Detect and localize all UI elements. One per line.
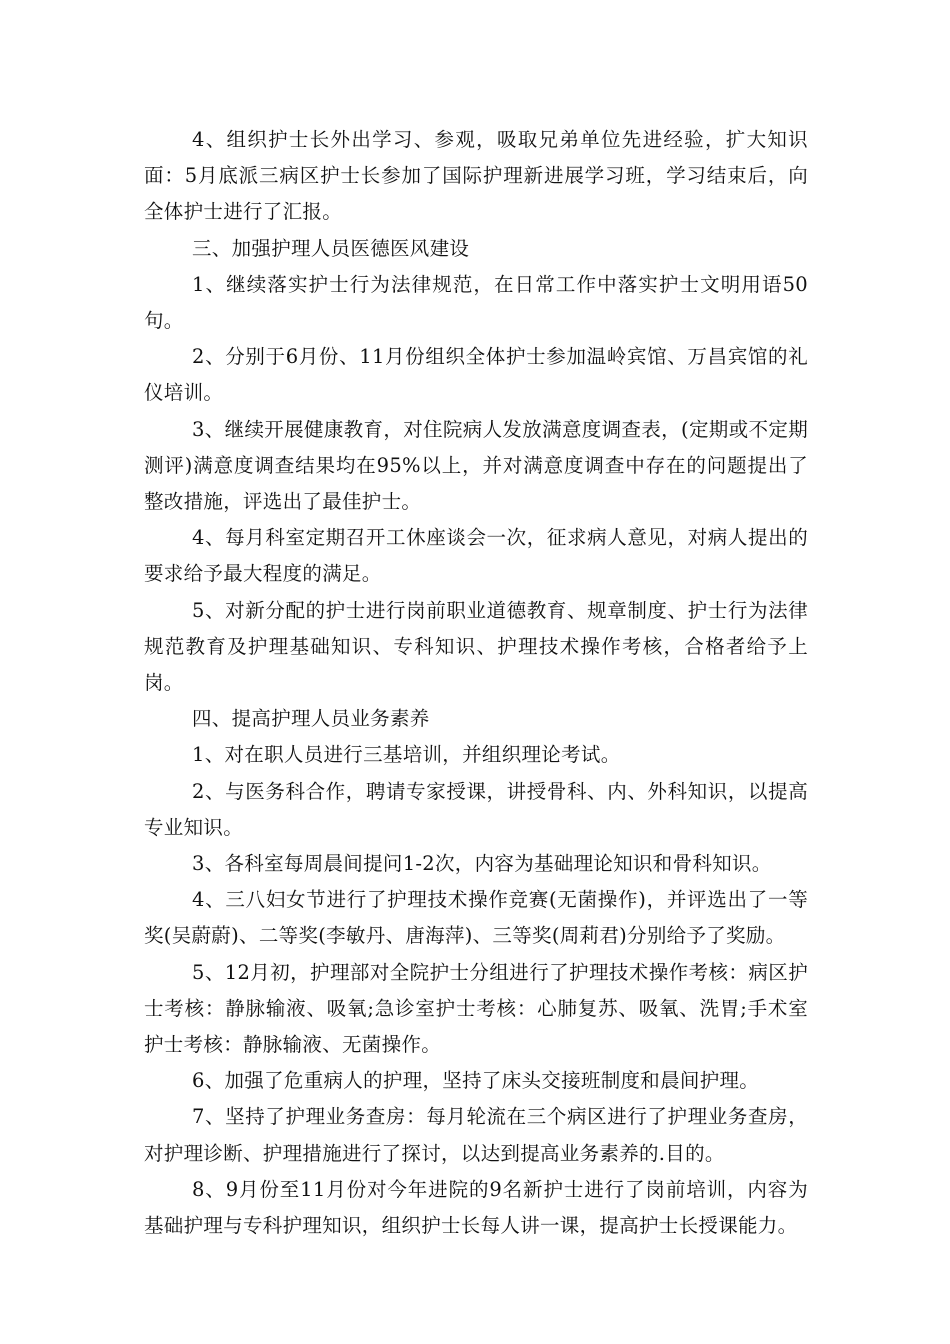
paragraph-item-5-new-nurses: 5、对新分配的护士进行岗前职业道德教育、规章制度、护士行为法律规范教育及护理基础知识、专科知识、护理技术操作考核，合格者给予上岗。 <box>144 598 808 695</box>
paragraph-item-1-training: 1、对在职人员进行三基培训，并组织理论考试。 <box>192 743 621 767</box>
paragraph-item-4-competition: 4、三八妇女节进行了护理技术操作竞赛(无菌操作)，并评选出了一等奖(吴蔚蔚)、二等奖(李敏丹、唐海萍)、三等奖(周莉君)分别给予了奖励。 <box>144 888 808 948</box>
paragraph-item-4-study: 4、组织护士长外出学习、参观，吸取兄弟单位先进经验，扩大知识面：5月底派三病区护士长参加了国际护理新进展学习班，学习结束后，向全体护士进行了汇报。 <box>144 128 808 224</box>
document-body <box>144 122 808 1244</box>
paragraph-item-7-rounds: 7、坚持了护理业务查房：每月轮流在三个病区进行了护理业务查房，对护理诊断、护理措施进行了探讨，以达到提高业务素养的.目的。 <box>144 1105 808 1165</box>
paragraph-item-8-orientation: 8、9月份至11月份对今年进院的9名新护士进行了岗前培训，内容为基础护理与专科护理知识，组织护士长每人讲一课，提高护士长授课能力。 <box>144 1177 808 1238</box>
paragraph-item-1-conduct: 1、继续落实护士行为法律规范，在日常工作中落实护士文明用语50句。 <box>144 272 808 333</box>
paragraph-item-4-forum: 4、每月科室定期召开工休座谈会一次，征求病人意见，对病人提出的要求给予最大程度的满足。 <box>144 526 808 586</box>
paragraph-item-3-education: 3、继续开展健康教育，对住院病人发放满意度调查表，(定期或不定期测评)满意度调查结果均在95%以上，并对满意度调查中存在的问题提出了整改措施，评选出了最佳护士。 <box>144 417 808 514</box>
paragraph-item-6-critical-care: 6、加强了危重病人的护理，坚持了床头交接班制度和晨间护理。 <box>192 1069 760 1093</box>
section-heading-3: 三、加强护理人员医德医风建设 <box>192 236 470 260</box>
paragraph-item-2-lectures: 2、与医务科合作，聘请专家授课，讲授骨科、内、外科知识，以提高专业知识。 <box>144 779 808 839</box>
paragraph-item-2-etiquette: 2、分别于6月份、11月份组织全体护士参加温岭宾馆、万昌宾馆的礼仪培训。 <box>144 345 808 405</box>
paragraph-item-5-assessment: 5、12月初，护理部对全院护士分组进行了护理技术操作考核：病区护士考核：静脉输液、吸氧;急诊室护士考核：心肺复苏、吸氧、洗胃;手术室护士考核：静脉输液、无菌操作。 <box>144 960 808 1057</box>
section-heading-4: 四、提高护理人员业务素养 <box>192 707 430 731</box>
paragraph-item-3-questions: 3、各科室每周晨间提问1-2次，内容为基础理论知识和骨科知识。 <box>192 852 772 876</box>
